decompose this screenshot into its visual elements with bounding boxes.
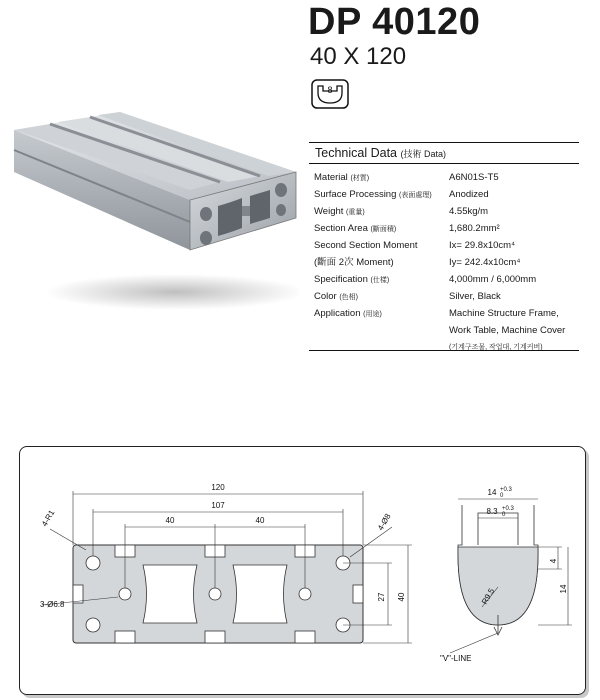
spec-row-application-3 <box>309 341 579 354</box>
slot-neck-tolerance-low: 0 <box>502 512 506 518</box>
v-line-label: "V"-LINE <box>440 654 472 663</box>
spec-label: Section Area <box>314 223 368 234</box>
slot-series-badge-icon <box>311 79 349 109</box>
spec-value: 1,680.2mm² <box>449 223 500 234</box>
callout-corner-radius: 4-R1 <box>39 508 57 528</box>
spec-label: Second Section Moment <box>314 240 418 251</box>
spec-value: 4.55kg/m <box>449 206 489 217</box>
spec-label: (斷面 2次 Moment) <box>314 257 394 268</box>
dim-pitch-left: 40 <box>165 516 175 525</box>
spec-value: Work Table, Machine Cover <box>449 325 566 336</box>
spec-row-weight <box>309 205 579 218</box>
spec-value: Iy= 242.4x10cm⁴ <box>449 257 521 268</box>
spec-label: Application <box>314 308 361 319</box>
spec-value: A6N01S-T5 <box>449 172 499 183</box>
spec-row-application <box>309 307 579 320</box>
spec-row-color <box>309 290 579 303</box>
spec-row-section-area <box>309 222 579 235</box>
drawing-canvas <box>20 447 585 694</box>
spec-row-specification <box>309 273 579 286</box>
spec-bottom-rule <box>309 350 579 351</box>
spec-row-material <box>309 171 579 184</box>
slot-neck-tolerance: +0.3 <box>502 506 514 512</box>
spec-label: Surface Processing <box>314 189 397 200</box>
spec-label-cjk: (表面處理) <box>399 192 432 199</box>
slot-detail <box>458 505 538 635</box>
technical-data-heading-en: Technical Data <box>315 146 397 160</box>
dim-total-width: 120 <box>211 483 225 492</box>
spec-value-korean: (기계구조물, 작업대, 기계커버) <box>449 344 543 351</box>
product-photo <box>10 110 300 320</box>
spec-value: Anodized <box>449 189 489 200</box>
spec-value: Ix= 29.8x10cm⁴ <box>449 240 516 251</box>
spec-label: Material <box>314 172 348 183</box>
callout-core-holes: 3-Ø6.8 <box>40 600 65 609</box>
spec-row-surface <box>309 188 579 201</box>
spec-label: Specification <box>314 274 368 285</box>
technical-drawing-panel <box>19 446 586 695</box>
spec-label-cjk: (用途) <box>363 311 382 318</box>
spec-label: Weight <box>314 206 344 217</box>
spec-label: Color <box>314 291 337 302</box>
spec-row-application-2 <box>309 324 579 337</box>
slot-badge-number: 8 <box>327 85 333 95</box>
spec-label-cjk: (材質) <box>350 175 370 182</box>
dim-pitch-right: 40 <box>255 516 265 525</box>
spec-label-cjk: (色相) <box>339 294 359 301</box>
dim-inner-height: 27 <box>377 592 386 602</box>
spec-row-moment-y <box>309 256 579 269</box>
dim-inner-width: 107 <box>211 501 225 510</box>
product-size: 40 X 120 <box>310 43 407 70</box>
slot-depth-small: 4 <box>549 558 558 564</box>
slot-radius: R9.5 <box>479 586 497 606</box>
spec-label-cjk: (重量) <box>346 209 365 216</box>
slot-top-tolerance-low: 0 <box>500 493 504 499</box>
slot-neck-width: 8.3 <box>486 507 498 516</box>
spec-value: Silver, Black <box>449 291 501 302</box>
spec-row-moment-x <box>309 239 579 252</box>
slot-top-tolerance: +0.3 <box>500 487 512 493</box>
dim-height: 40 <box>397 592 406 602</box>
callout-corner-holes: 4-Ø8 <box>375 512 393 532</box>
spec-label-cjk: (仕樣) <box>370 277 390 284</box>
product-model: DP 40120 <box>308 1 481 43</box>
technical-data-heading-cjk: (技術 Data) <box>400 149 446 159</box>
spec-value: 4,000mm / 6,000mm <box>449 274 537 285</box>
profile-cross-section <box>73 545 363 643</box>
technical-data-heading <box>309 142 579 164</box>
slot-top-width: 14 <box>487 488 497 497</box>
spec-label-cjk: (斷面積) <box>370 226 397 233</box>
technical-data-table <box>309 142 579 351</box>
slot-depth-total: 14 <box>559 584 568 594</box>
spec-value: Machine Structure Frame, <box>449 308 559 319</box>
